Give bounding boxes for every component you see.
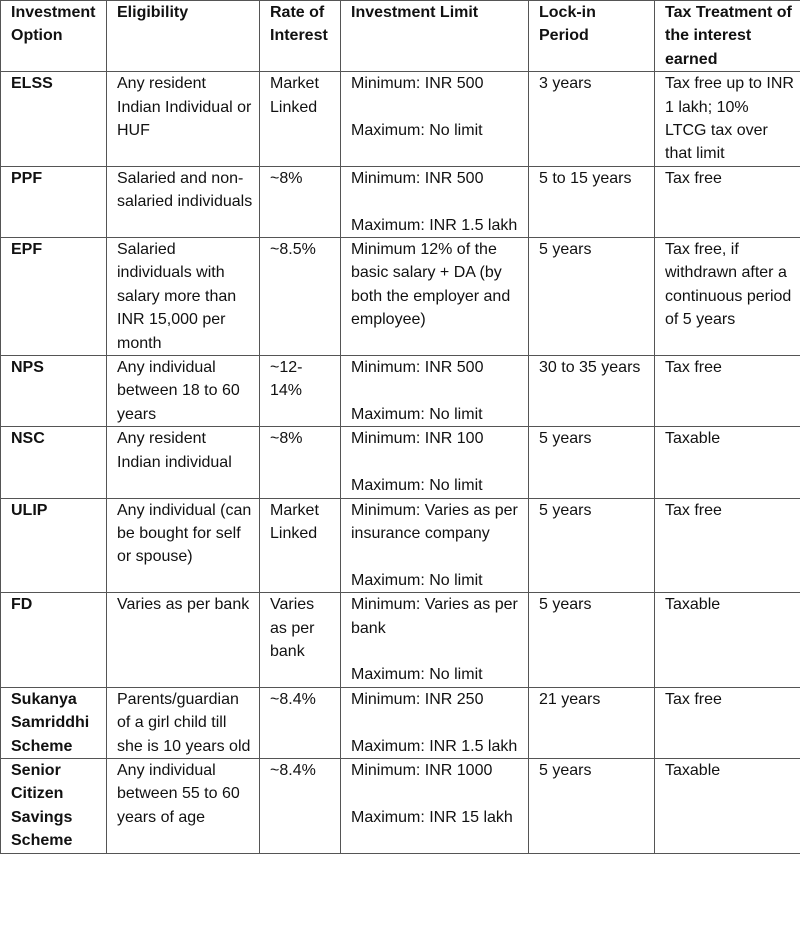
investment-option-cell: ELSS xyxy=(1,72,107,167)
investment-limit-cell xyxy=(341,758,529,853)
investment-option-cell: EPF xyxy=(1,238,107,356)
rate-cell: Market Linked xyxy=(260,72,341,167)
rate-cell: ~8% xyxy=(260,427,341,498)
lock-in-cell: 5 years xyxy=(529,238,655,356)
rate-cell: ~12-14% xyxy=(260,356,341,427)
investment-option-cell: Sukanya Samriddhi Scheme xyxy=(1,687,107,758)
eligibility-cell: Any resident Indian Individual or HUF xyxy=(107,72,260,167)
lock-in-cell: 5 years xyxy=(529,758,655,853)
rate-cell: ~8.4% xyxy=(260,687,341,758)
lock-in-cell: 3 years xyxy=(529,72,655,167)
header-lock-in-period: Lock-in Period xyxy=(529,1,655,72)
limit-maximum: Maximum: No limit xyxy=(351,122,483,140)
table-row xyxy=(1,687,800,758)
limit-minimum: Minimum: INR 500 xyxy=(351,359,484,377)
header-investment-option: Investment Option xyxy=(1,1,107,72)
limit-maximum: Maximum: INR 1.5 lakh xyxy=(351,737,518,755)
investment-limit-cell xyxy=(341,72,529,167)
eligibility-cell: Any resident Indian individual xyxy=(107,427,260,498)
table-row xyxy=(1,593,800,688)
limit-minimum: Minimum: INR 100 xyxy=(351,430,484,448)
header-row xyxy=(1,1,800,72)
investment-option-cell: NPS xyxy=(1,356,107,427)
lock-in-cell: 5 years xyxy=(529,498,655,593)
eligibility-cell: Any individual between 55 to 60 years of age xyxy=(107,758,260,853)
investment-option-cell: Senior Citizen Savings Scheme xyxy=(1,758,107,853)
lock-in-cell: 5 to 15 years xyxy=(529,166,655,237)
table-row xyxy=(1,498,800,593)
header-rate-of-interest: Rate of Interest xyxy=(260,1,341,72)
investment-limit-cell xyxy=(341,356,529,427)
rate-cell: ~8.4% xyxy=(260,758,341,853)
lock-in-cell: 5 years xyxy=(529,427,655,498)
lock-in-cell: 5 years xyxy=(529,593,655,688)
limit-minimum: Minimum 12% of the basic salary + DA (by both the employer and employee) xyxy=(351,241,511,329)
investment-limit-cell xyxy=(341,593,529,688)
header-eligibility: Eligibility xyxy=(107,1,260,72)
investment-limit-cell xyxy=(341,238,529,356)
rate-cell: ~8% xyxy=(260,166,341,237)
lock-in-cell: 30 to 35 years xyxy=(529,356,655,427)
limit-maximum: Maximum: No limit xyxy=(351,477,483,495)
investment-limit-cell xyxy=(341,427,529,498)
rate-cell: Market Linked xyxy=(260,498,341,593)
limit-maximum: Maximum: No limit xyxy=(351,571,483,589)
tax-treatment-cell: Tax free xyxy=(655,498,800,593)
tax-treatment-cell: Tax free xyxy=(655,687,800,758)
eligibility-cell: Any individual between 18 to 60 years xyxy=(107,356,260,427)
header-investment-limit: Investment Limit xyxy=(341,1,529,72)
rate-cell: ~8.5% xyxy=(260,238,341,356)
limit-minimum: Minimum: INR 500 xyxy=(351,75,484,93)
limit-maximum: Maximum: No limit xyxy=(351,405,483,423)
eligibility-cell: Parents/guardian of a girl child till she is 10 years old xyxy=(107,687,260,758)
lock-in-cell: 21 years xyxy=(529,687,655,758)
tax-treatment-cell: Tax free xyxy=(655,356,800,427)
limit-minimum: Minimum: INR 250 xyxy=(351,690,484,708)
tax-treatment-cell: Taxable xyxy=(655,593,800,688)
investment-option-cell: ULIP xyxy=(1,498,107,593)
investment-option-cell: NSC xyxy=(1,427,107,498)
investment-limit-cell xyxy=(341,498,529,593)
eligibility-cell: Varies as per bank xyxy=(107,593,260,688)
investment-option-cell: PPF xyxy=(1,166,107,237)
eligibility-cell: Salaried individuals with salary more than INR 15,000 per month xyxy=(107,238,260,356)
table-row xyxy=(1,427,800,498)
limit-maximum: Maximum: INR 1.5 lakh xyxy=(351,216,518,234)
limit-minimum: Minimum: Varies as per insurance company xyxy=(351,501,518,542)
tax-treatment-cell: Tax free up to INR 1 lakh; 10% LTCG tax over that limit xyxy=(655,72,800,167)
table-row xyxy=(1,166,800,237)
table-row xyxy=(1,356,800,427)
tax-treatment-cell: Taxable xyxy=(655,427,800,498)
tax-treatment-cell: Tax free xyxy=(655,166,800,237)
limit-minimum: Minimum: Varies as per bank xyxy=(351,596,518,637)
tax-treatment-cell: Tax free, if withdrawn after a continuous period of 5 years xyxy=(655,238,800,356)
eligibility-cell: Salaried and non-salaried individuals xyxy=(107,166,260,237)
tax-treatment-cell: Taxable xyxy=(655,758,800,853)
rate-cell: Varies as per bank xyxy=(260,593,341,688)
limit-maximum: Maximum: INR 15 lakh xyxy=(351,808,513,826)
investment-limit-cell xyxy=(341,687,529,758)
limit-maximum: Maximum: No limit xyxy=(351,666,483,684)
limit-minimum: Minimum: INR 500 xyxy=(351,169,484,187)
investment-limit-cell xyxy=(341,166,529,237)
eligibility-cell: Any individual (can be bought for self or spouse) xyxy=(107,498,260,593)
table-row xyxy=(1,758,800,853)
limit-minimum: Minimum: INR 1000 xyxy=(351,761,493,779)
table-row xyxy=(1,72,800,167)
table-row xyxy=(1,238,800,356)
header-tax-treatment: Tax Treatment of the interest earned xyxy=(655,1,800,72)
investment-option-cell: FD xyxy=(1,593,107,688)
